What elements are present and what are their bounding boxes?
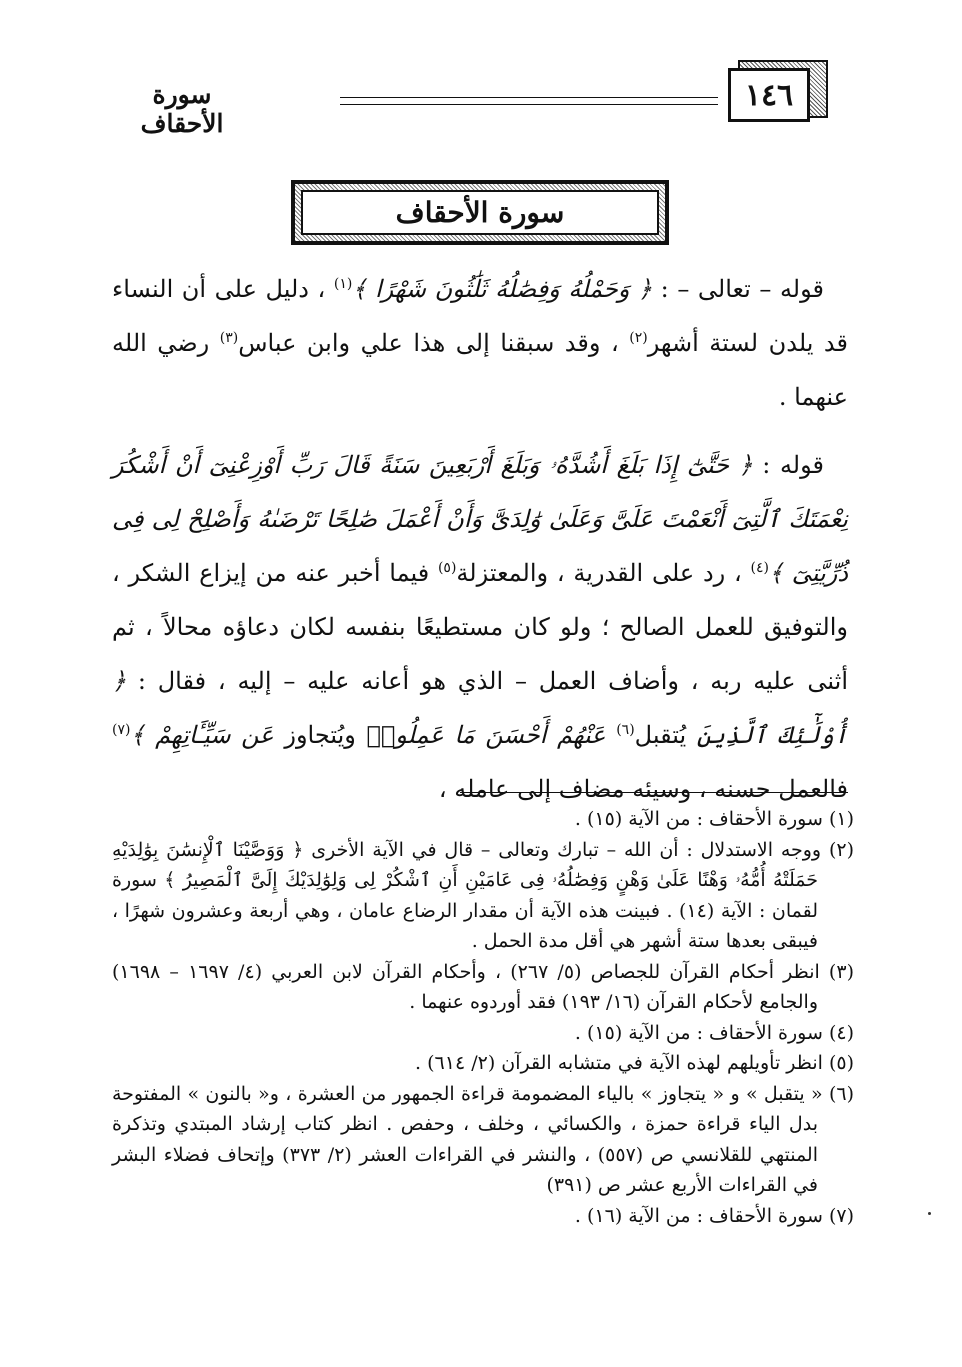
- footnotes: [112, 804, 854, 1231]
- chapter-title: سورة الأحقاف: [301, 190, 659, 235]
- chapter-title-frame: [291, 180, 669, 245]
- scan-speck: [928, 1212, 931, 1215]
- text-segment: فالعمل حسنه ، وسيئه مضاف إلى عامله ،: [438, 775, 848, 803]
- footnote-ref: (١): [333, 276, 353, 292]
- text-segment: قوله :: [752, 451, 824, 479]
- footnote-6: (٦) « يتقبل » و « يتجاوز » بالياء المضمومة قراءة الجمهور من العشرة ، و« بالنون » المفتوحة بدل الياء قراءة حمزة ، والكسائي ، وخلف ، وحفص . انظر كتاب إرشاد المبتدي وتذكرة المنتهي للقلانسي ص (٥٥٧) ، والنشر في القراءات العشر (٢/ ٣٧٣) وإتحاف فضلاء البشر في القراءات الأربع عشر ص (٣٩١): [112, 1082, 854, 1196]
- quran-verse: ﴿ أُوْلَٰٓئِكَ ٱلَّذِينَ: [112, 667, 848, 749]
- page-header: [0, 60, 962, 140]
- paragraph-1: [112, 262, 848, 424]
- header-rule: [340, 97, 718, 105]
- text-segment: ، وقد سبقنا إلى هذا علي وابن عباس: [238, 329, 630, 357]
- footnote-ref: (٧): [112, 722, 131, 738]
- text-segment: ، دليل على أن النساء قد يلدن لستة أشهر: [112, 275, 849, 357]
- footnote-1: (١) سورة الأحقاف : من الآية (١٥) .: [574, 808, 854, 830]
- quran-verse: ﴿ وَحَمْلُهُ وَفِصَٰلُهُ ثَلَٰثُونَ شَهْرًا ﴾: [352, 275, 653, 303]
- running-head: سورة الأحقاف: [140, 80, 224, 138]
- text-segment: ويُتجاوز: [273, 721, 356, 749]
- text-segment: رضي الله عنهما .: [112, 329, 848, 411]
- footnote-ref: (٣): [219, 330, 239, 346]
- text-segment: يُتقبل: [634, 721, 697, 749]
- footnote-ref: (٤): [750, 560, 769, 576]
- footnote-ref: (٢): [629, 330, 648, 346]
- page-number: ١٤٦: [728, 68, 810, 122]
- main-text: [112, 262, 848, 830]
- footnote-ref: (٦): [616, 722, 635, 738]
- quran-verse: عَنْهُمْ أَحْسَنَ مَا عَمِلُوا۟: [355, 721, 617, 749]
- footnote-5: (٥) انظر تأويلهم لهذه الآية في متشابه القرآن (٢/ ٦١٤) .: [415, 1052, 854, 1074]
- footnote-separator: [460, 792, 848, 793]
- footnote-7: (٧) سورة الأحقاف : من الآية (١٦) .: [574, 1204, 854, 1227]
- paragraph-2: [112, 438, 848, 816]
- footnote-4: (٤) سورة الأحقاف : من الآية (١٥) .: [574, 1021, 854, 1044]
- footnote-ref: (٥): [437, 560, 457, 576]
- quran-verse: عَن سَيِّـَٔاتِهِمْ ﴾: [130, 721, 274, 749]
- quran-verse: ﴿ حَتَّىٰٓ إِذَا بَلَغَ أَشُدَّهُۥ وَبَلَغَ أَرْبَعِينَ سَنَةً قَالَ رَبِّ أَوْزِعْنِىٓ أَنْ أَشْكُرَ نِعْمَتَكَ ٱلَّتِىٓ أَنْعَمْتَ عَلَىَّ وَعَلَىٰ وَٰلِدَىَّ وَأَنْ أَعْمَلَ صَٰلِحًا تَرْضَىٰهُ وَأَصْلِحْ لِى فِى ذُرِّيَّتِىٓ ﴾: [112, 451, 849, 587]
- text-segment: قوله – تعالى – :: [652, 275, 824, 303]
- footnote-2: (٢) ووجه الاستدلال : أن الله – تبارك وتعالى – قال في الآية الأخرى ﴿ وَوَصَّيْنَا ٱلْإِنسَٰنَ بِوَٰلِدَيْهِ حَمَلَتْهُ أُمُّهُۥ وَهْنًا عَلَىٰ وَهْنٍ وَفِصَٰلُهُۥ فِى عَامَيْنِ أَنِ ٱشْكُرْ لِى وَلِوَٰلِدَيْكَ إِلَىَّ ٱلْمَصِيرُ ﴾ سورة لقمان : الآية (١٤) . فبينت هذه الآية أن مقدار الرضاع عامان ، وهي أربعة وعشرون شهرًا ، فيبقى بعدها ستة أشهر هي أقل مدة الحمل .: [112, 838, 854, 952]
- footnote-3: (٣) انظر أحكام القرآن للجصاص (٥/ ٢٦٧) ، وأحكام القرآن لابن العربي (٤/ ١٦٩٧ – ١٦٩٨) والجامع لأحكام القرآن (١٦/ ١٩٣) فقد أوردوه عنهما .: [112, 960, 854, 1013]
- text-segment: فيما أخبر عنه من إيزاع الشكر ، والتوفيق للعمل الصالح ؛ ولو كان مستطيعًا بنفسه لكان دعاؤه محالاً ، ثم أثنى عليه ربه ، وأضاف العمل – الذي هو أعانه عليه – إليه ، فقال :: [112, 559, 848, 695]
- text-segment: ، رد على القدرية ، والمعتزلة: [456, 559, 751, 587]
